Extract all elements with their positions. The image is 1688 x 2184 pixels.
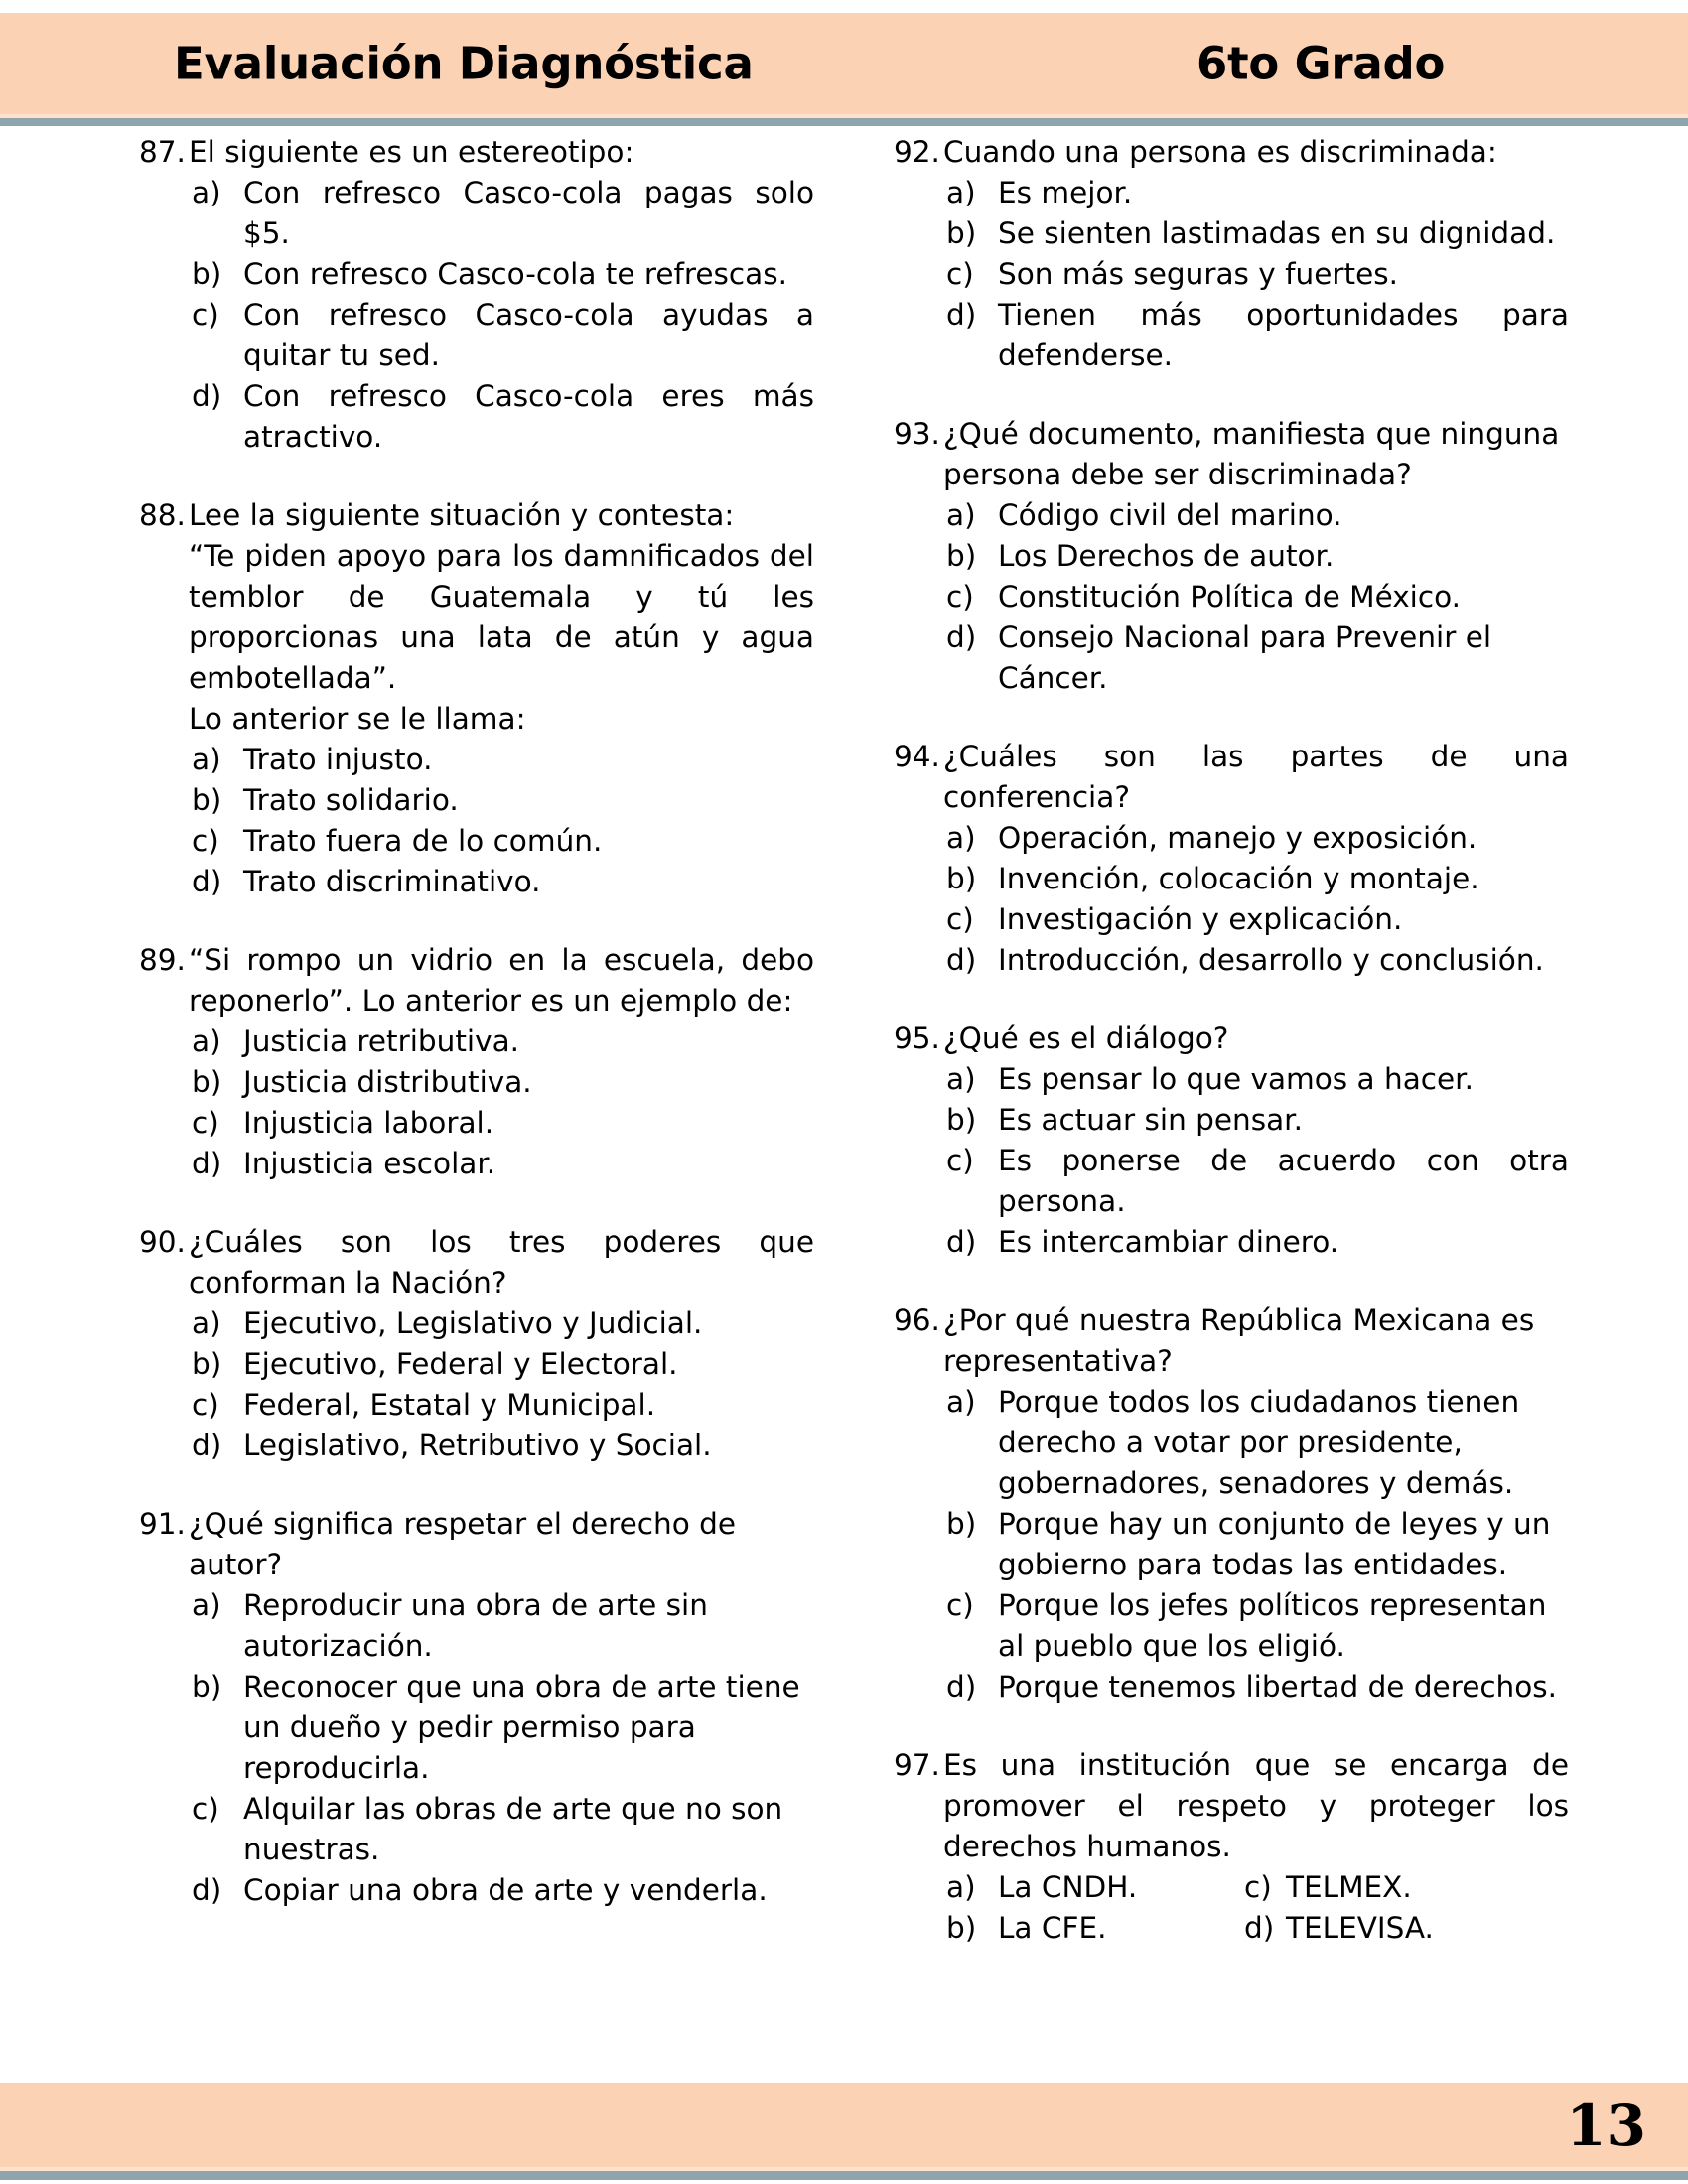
option-item[interactable] — [139, 740, 814, 780]
option-letter: d) — [192, 865, 222, 898]
option-list — [139, 1022, 814, 1184]
option-text: Injusticia laboral. — [243, 1106, 494, 1140]
option-text: Operación, manejo y exposición. — [998, 821, 1477, 855]
option-letter: a) — [946, 1385, 976, 1419]
option-letter: c) — [946, 1588, 974, 1622]
option-letter: d) — [192, 1429, 222, 1462]
option-text: Porque hay un conjunto de leyes y un gobierno para todas las entidades. — [998, 1507, 1551, 1581]
option-letter: a) — [946, 1062, 976, 1096]
question-91 — [139, 1504, 814, 1911]
footer-shadow-line — [0, 2171, 1688, 2180]
option-letter: b) — [946, 862, 977, 895]
option-item[interactable] — [894, 1585, 1569, 1667]
option-letter: d) — [946, 620, 977, 654]
question-94 — [894, 737, 1569, 981]
option-text: Justicia distributiva. — [243, 1065, 532, 1099]
exam-content — [0, 132, 1688, 2018]
option-item[interactable] — [894, 940, 1569, 981]
option-text: La CNDH. — [998, 1870, 1138, 1904]
question-number: 87. — [139, 135, 186, 169]
option-text: Ejecutivo, Federal y Electoral. — [243, 1347, 678, 1381]
option-item[interactable] — [139, 1870, 814, 1911]
option-list — [894, 1382, 1569, 1707]
option-letter: a) — [946, 176, 976, 209]
question-heading — [139, 940, 814, 1022]
option-text: Injusticia escolar. — [243, 1147, 496, 1180]
option-text: Reproducir una obra de arte sin autorización. — [243, 1588, 708, 1663]
option-text: Código civil del marino. — [998, 498, 1342, 532]
option-text: Los Derechos de autor. — [998, 539, 1335, 573]
option-text: Tienen más oportunidades para defenderse. — [998, 298, 1569, 372]
question-text: ¿Cuáles son los tres poderes que conforman la Nación? — [189, 1225, 814, 1299]
question-text: Es una institución que se encarga de promover el respeto y proteger los derechos humanos. — [943, 1748, 1569, 1863]
option-letter: d) — [946, 298, 977, 332]
questions-column-left — [139, 132, 814, 1949]
question-text: ¿Cuáles son las partes de una conferencia? — [943, 740, 1569, 814]
question-text: ¿Por qué nuestra República Mexicana es representativa? — [943, 1303, 1535, 1378]
question-heading — [894, 132, 1569, 173]
option-text: Con refresco Casco-cola ayudas a quitar tu sed. — [243, 298, 814, 372]
question-heading — [139, 495, 814, 536]
option-item[interactable] — [894, 1222, 1569, 1263]
question-heading — [894, 414, 1569, 495]
option-text: Es intercambiar dinero. — [998, 1225, 1339, 1259]
option-item[interactable] — [139, 1789, 814, 1870]
question-heading — [894, 737, 1569, 818]
question-88 — [139, 495, 814, 902]
question-heading — [139, 132, 814, 173]
option-letter: a) — [946, 1870, 976, 1904]
question-number: 93. — [894, 417, 940, 451]
option-item[interactable] — [894, 818, 1569, 859]
option-text: Trato discriminativo. — [243, 865, 541, 898]
option-letter: a) — [946, 821, 976, 855]
question-number: 90. — [139, 1225, 186, 1259]
option-text: Introducción, desarrollo y conclusión. — [998, 943, 1544, 977]
page-header-bar — [0, 13, 1688, 114]
question-number: 96. — [894, 1303, 940, 1337]
option-letter: d) — [192, 1147, 222, 1180]
option-text: Copiar una obra de arte y venderla. — [243, 1873, 768, 1907]
option-letter: a) — [192, 176, 221, 209]
option-item[interactable] — [894, 1667, 1569, 1707]
question-heading — [894, 1300, 1569, 1382]
option-list — [139, 1585, 814, 1911]
option-letter: d) — [946, 1225, 977, 1259]
option-letter: d) — [1244, 1911, 1275, 1945]
option-item[interactable] — [894, 495, 1569, 536]
option-list — [894, 818, 1569, 981]
option-text: Alquilar las obras de arte que no son nuestras. — [243, 1792, 783, 1866]
question-text: ¿Qué documento, manifiesta que ninguna persona debe ser discriminada? — [943, 417, 1560, 491]
option-letter: b) — [192, 1670, 222, 1704]
option-letter: b) — [192, 1065, 222, 1099]
option-letter: b) — [192, 783, 222, 817]
question-text: Lee la siguiente situación y contesta: — [189, 498, 735, 532]
option-item[interactable] — [894, 254, 1569, 295]
option-text: Con refresco Casco-cola eres más atractivo. — [243, 379, 814, 454]
option-letter: c) — [192, 1792, 219, 1826]
option-item[interactable] — [139, 1144, 814, 1184]
option-letter: c) — [192, 1106, 219, 1140]
page-footer-bar — [0, 2083, 1688, 2167]
option-list — [894, 495, 1569, 699]
option-letter: d) — [192, 1873, 222, 1907]
option-text: Porque los jefes políticos representan al pueblo que los eligió. — [998, 1588, 1547, 1663]
option-list — [139, 1303, 814, 1466]
option-text: Consejo Nacional para Prevenir el Cáncer. — [998, 620, 1492, 695]
option-letter: d) — [192, 379, 222, 413]
option-item[interactable] — [139, 1667, 814, 1789]
option-text: TELEVISA. — [1286, 1911, 1434, 1945]
option-text: Justicia retributiva. — [243, 1024, 520, 1058]
option-text: Es actuar sin pensar. — [998, 1103, 1303, 1137]
option-letter: c) — [192, 824, 219, 858]
option-text: Reconocer que una obra de arte tiene un dueño y pedir permiso para reproducirla. — [243, 1670, 800, 1785]
option-letter: b) — [946, 539, 977, 573]
question-lead-in: Lo anterior se le llama: — [189, 702, 526, 736]
header-shadow-line — [0, 118, 1688, 126]
question-95 — [894, 1019, 1569, 1263]
option-letter: c) — [192, 1388, 219, 1422]
option-letter: a) — [192, 1024, 221, 1058]
option-text: TELMEX. — [1286, 1870, 1412, 1904]
option-text: Invención, colocación y montaje. — [998, 862, 1479, 895]
option-letter: c) — [1244, 1870, 1272, 1904]
option-letter: b) — [946, 216, 977, 250]
option-item[interactable] — [1244, 1908, 1569, 1949]
question-87 — [139, 132, 814, 458]
option-text: Federal, Estatal y Municipal. — [243, 1388, 656, 1422]
option-item[interactable] — [894, 173, 1569, 213]
option-letter: a) — [192, 1588, 221, 1622]
option-item[interactable] — [946, 1908, 1244, 1949]
questions-column-right — [894, 132, 1569, 1986]
option-item[interactable] — [139, 1426, 814, 1466]
option-item[interactable] — [894, 859, 1569, 899]
question-89 — [139, 940, 814, 1184]
option-letter: a) — [192, 1306, 221, 1340]
option-item[interactable] — [139, 1303, 814, 1344]
option-item[interactable] — [139, 1344, 814, 1385]
option-item[interactable] — [894, 1100, 1569, 1141]
option-letter: c) — [946, 580, 974, 614]
exam-title: Evaluación Diagnóstica — [174, 37, 754, 90]
question-heading — [139, 1504, 814, 1585]
option-item[interactable] — [894, 213, 1569, 254]
option-item[interactable] — [894, 1141, 1569, 1222]
question-number: 91. — [139, 1507, 186, 1541]
option-letter: a) — [946, 498, 976, 532]
option-text: Legislativo, Retributivo y Social. — [243, 1429, 712, 1462]
option-letter: a) — [192, 743, 221, 776]
option-item[interactable] — [139, 780, 814, 821]
option-text: Porque todos los ciudadanos tienen derecho a votar por presidente, gobernadores, senadores y demás. — [998, 1385, 1520, 1500]
option-list-grid — [946, 1867, 1569, 1949]
question-number: 95. — [894, 1022, 940, 1055]
question-text: ¿Qué es el diálogo? — [943, 1022, 1229, 1055]
question-heading — [139, 1222, 814, 1303]
option-item[interactable] — [139, 295, 814, 376]
option-text: Constitución Política de México. — [998, 580, 1462, 614]
option-list — [894, 1059, 1569, 1263]
option-text: Trato injusto. — [243, 743, 433, 776]
option-item[interactable] — [894, 899, 1569, 940]
option-letter: c) — [192, 298, 219, 332]
option-letter: d) — [946, 1670, 977, 1704]
question-93 — [894, 414, 1569, 699]
question-96 — [894, 1300, 1569, 1707]
question-quote: “Te piden apoyo para los damnificados del temblor de Guatemala y tú les proporcionas una lata de atún y agua embotellada”. — [189, 539, 814, 695]
option-letter: b) — [946, 1103, 977, 1137]
question-90 — [139, 1222, 814, 1466]
option-text: Con refresco Casco-cola te refrescas. — [243, 257, 787, 291]
option-text: Investigación y explicación. — [998, 902, 1403, 936]
option-item[interactable] — [894, 577, 1569, 617]
question-heading — [894, 1019, 1569, 1059]
option-item[interactable] — [894, 295, 1569, 376]
question-number: 92. — [894, 135, 940, 169]
question-number: 94. — [894, 740, 940, 773]
option-text: Es ponerse de acuerdo con otra persona. — [998, 1144, 1569, 1218]
option-letter: d) — [946, 943, 977, 977]
option-item[interactable] — [946, 1867, 1244, 1908]
option-text: Trato fuera de lo común. — [243, 824, 603, 858]
option-text: La CFE. — [998, 1911, 1107, 1945]
option-item[interactable] — [139, 821, 814, 862]
question-text: Cuando una persona es discriminada: — [943, 135, 1497, 169]
option-text: Son más seguras y fuertes. — [998, 257, 1398, 291]
question-text: El siguiente es un estereotipo: — [189, 135, 634, 169]
option-item[interactable] — [139, 1103, 814, 1144]
option-item[interactable] — [139, 1022, 814, 1062]
option-item[interactable] — [139, 1385, 814, 1426]
option-text: Es pensar lo que vamos a hacer. — [998, 1062, 1474, 1096]
option-item[interactable] — [894, 536, 1569, 577]
option-text: Porque tenemos libertad de derechos. — [998, 1670, 1558, 1704]
option-item[interactable] — [139, 862, 814, 902]
option-list — [894, 173, 1569, 376]
option-item[interactable] — [139, 376, 814, 458]
option-item[interactable] — [139, 173, 814, 254]
option-text: Es mejor. — [998, 176, 1133, 209]
option-item[interactable] — [894, 1382, 1569, 1504]
page-number: 13 — [1566, 2091, 1646, 2159]
option-letter: c) — [946, 257, 974, 291]
question-text: “Si rompo un vidrio en la escuela, debo reponerlo”. Lo anterior es un ejemplo de: — [189, 943, 814, 1018]
option-item[interactable] — [1244, 1867, 1569, 1908]
option-letter: b) — [192, 257, 222, 291]
option-item[interactable] — [139, 1062, 814, 1103]
option-item[interactable] — [894, 1504, 1569, 1585]
option-item[interactable] — [894, 617, 1569, 699]
option-item[interactable] — [139, 254, 814, 295]
question-number: 97. — [894, 1748, 940, 1782]
question-number: 89. — [139, 943, 186, 977]
option-text: Con refresco Casco-cola pagas solo $5. — [243, 176, 814, 250]
question-text: ¿Qué significa respetar el derecho de autor? — [189, 1507, 737, 1581]
option-list — [139, 740, 814, 902]
question-97 — [894, 1745, 1569, 1949]
option-letter: c) — [946, 902, 974, 936]
question-92 — [894, 132, 1569, 376]
page-header-inner — [0, 13, 1688, 114]
option-item[interactable] — [139, 1585, 814, 1667]
option-letter: b) — [946, 1507, 977, 1541]
option-item[interactable] — [894, 1059, 1569, 1100]
grade-label: 6to Grado — [1196, 37, 1446, 90]
option-text: Trato solidario. — [243, 783, 459, 817]
option-list — [139, 173, 814, 458]
option-text: Ejecutivo, Legislativo y Judicial. — [243, 1306, 703, 1340]
option-text: Se sienten lastimadas en su dignidad. — [998, 216, 1556, 250]
question-heading — [894, 1745, 1569, 1867]
option-letter: b) — [192, 1347, 222, 1381]
option-letter: b) — [946, 1911, 977, 1945]
option-letter: c) — [946, 1144, 974, 1177]
question-number: 88. — [139, 498, 186, 532]
